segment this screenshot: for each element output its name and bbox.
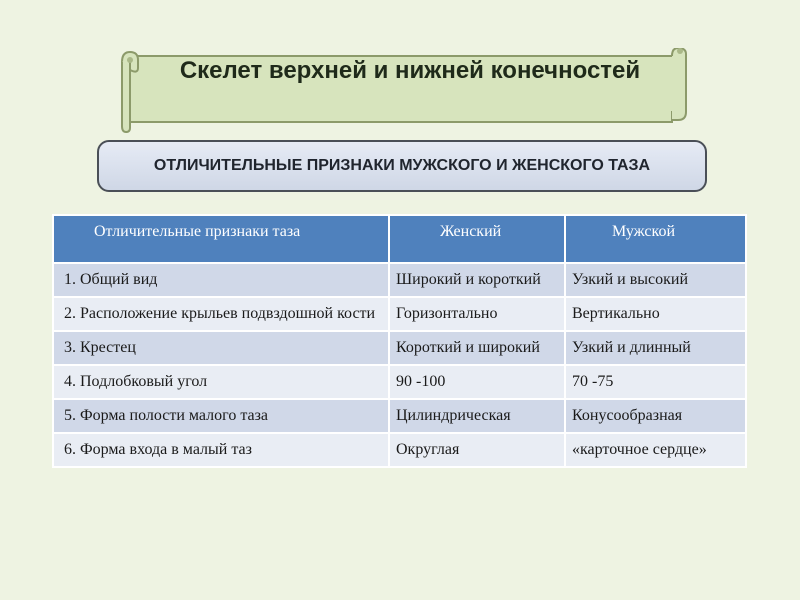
comparison-table xyxy=(52,214,747,468)
feature-cell: 3. Крестец xyxy=(53,331,389,365)
table-row xyxy=(53,399,746,433)
female-cell: Цилиндрическая xyxy=(389,399,565,433)
female-cell: Горизонтально xyxy=(389,297,565,331)
header-features: Отличительные признаки таза xyxy=(53,215,389,263)
table-row xyxy=(53,433,746,467)
male-cell: Конусообразная xyxy=(565,399,746,433)
table-row xyxy=(53,365,746,399)
table-row xyxy=(53,263,746,297)
header-female: Женский xyxy=(389,215,565,263)
male-cell: Узкий и длинный xyxy=(565,331,746,365)
table-row xyxy=(53,297,746,331)
table-header-row xyxy=(53,215,746,263)
page-title: Скелет верхней и нижней конечностей xyxy=(179,57,641,84)
header-male: Мужской xyxy=(565,215,746,263)
feature-cell: 6. Форма входа в малый таз xyxy=(53,433,389,467)
male-cell: Узкий и высокий xyxy=(565,263,746,297)
female-cell: Округлая xyxy=(389,433,565,467)
feature-cell: 2. Расположение крыльев подвздошной кости xyxy=(53,297,389,331)
male-cell: 70 -75 xyxy=(565,365,746,399)
table-row xyxy=(53,331,746,365)
feature-cell: 5. Форма полости малого таза xyxy=(53,399,389,433)
female-cell: 90 -100 xyxy=(389,365,565,399)
male-cell: Вертикально xyxy=(565,297,746,331)
title-banner xyxy=(120,48,690,120)
subtitle-box: ОТЛИЧИТЕЛЬНЫЕ ПРИЗНАКИ МУЖСКОГО И ЖЕНСКОГО ТАЗА xyxy=(97,140,707,192)
feature-cell: 4. Подлобковый угол xyxy=(53,365,389,399)
female-cell: Короткий и широкий xyxy=(389,331,565,365)
female-cell: Широкий и короткий xyxy=(389,263,565,297)
feature-cell: 1. Общий вид xyxy=(53,263,389,297)
male-cell: «карточное сердце» xyxy=(565,433,746,467)
